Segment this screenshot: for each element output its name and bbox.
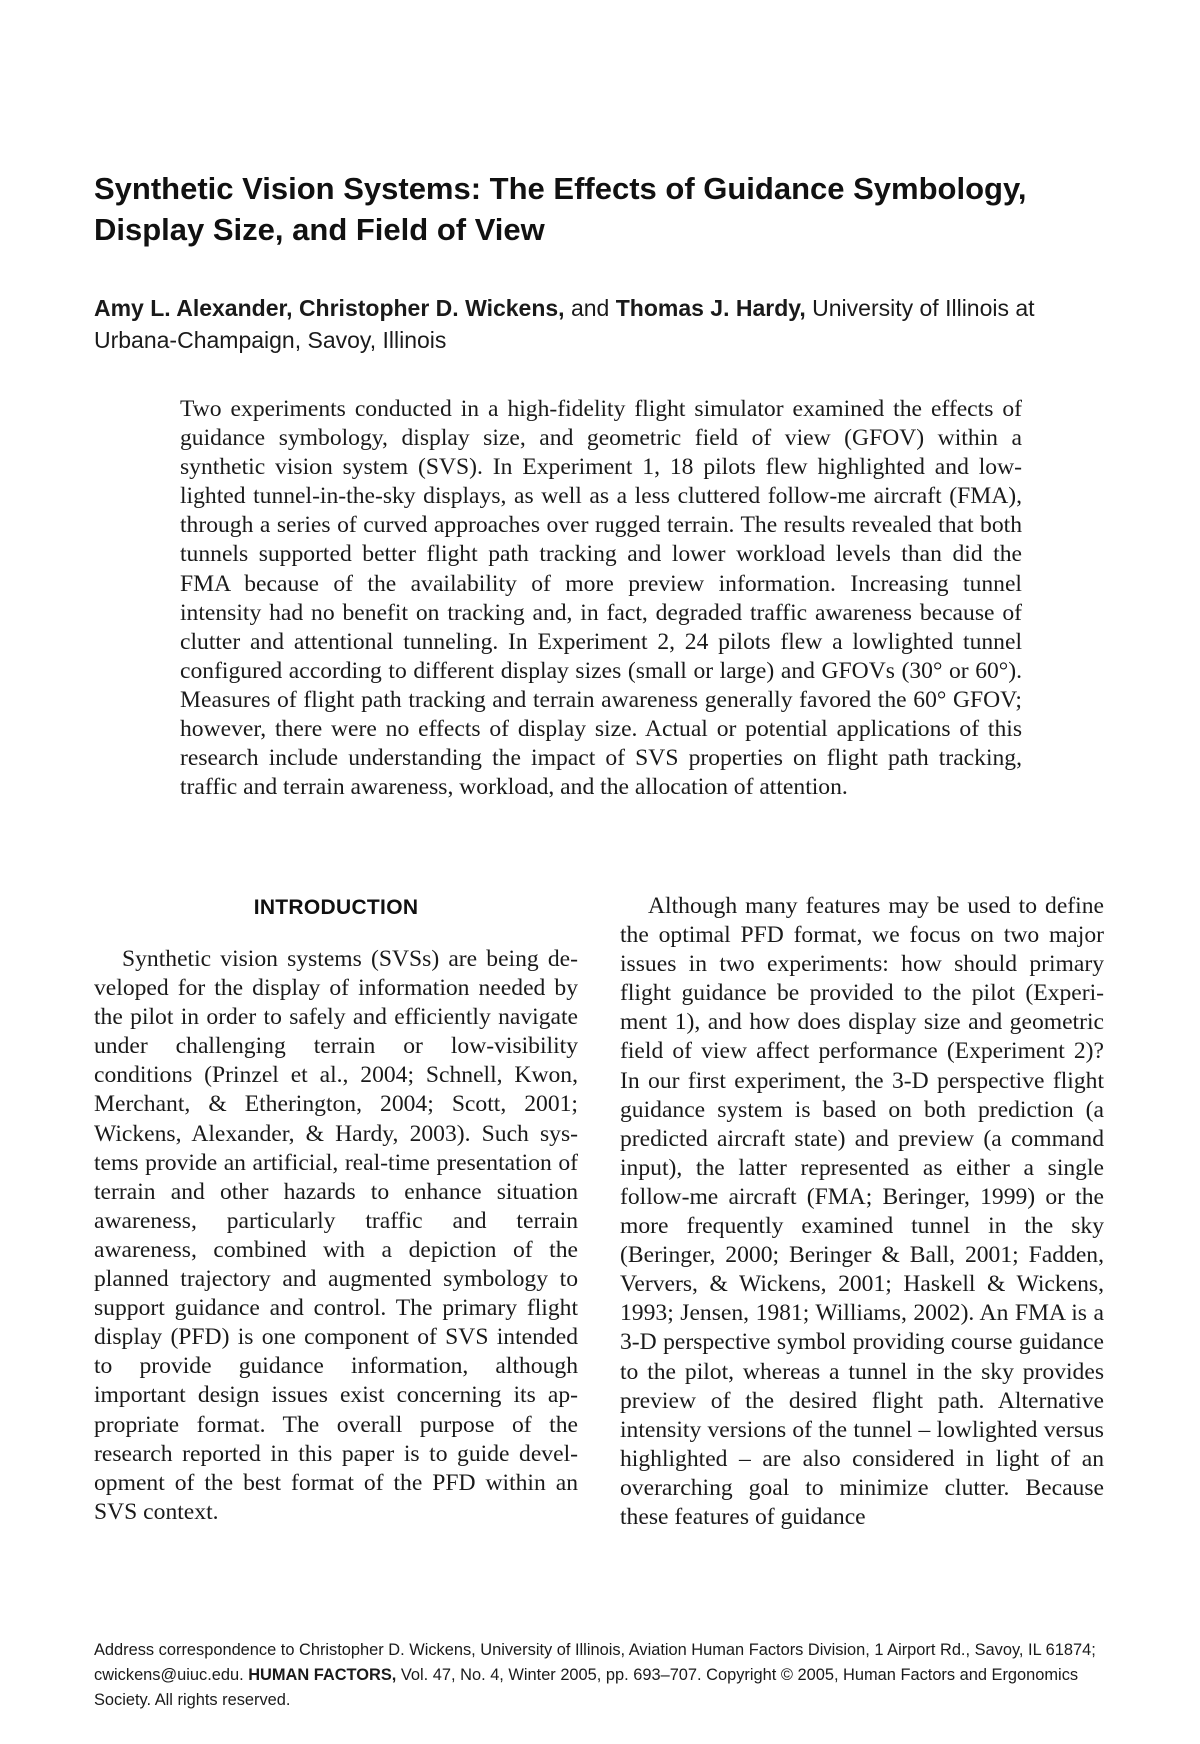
correspondence-footnote [94, 1638, 1114, 1713]
section-heading-introduction: INTRODUCTION [253, 896, 419, 919]
right-column [620, 892, 1104, 1532]
intro-paragraph-2: Although many features may be used to define the optimal PFD format, we focus on two major issues in two experiments: how should primary flight guidance be provided to the pilot (Experiment 1), and how does display size and geometric field of view affect performance (Experiment 2)? In our first experiment, the 3-D perspective flight guidance system is based on both prediction (a predicted aircraft state) and preview (a command input), the latter represented as either a single follow-me aircraft (FMA; Beringer, 1999) or the more frequently examined tunnel in the sky (Beringer, 2000; Beringer & Ball, 2001; Fadden, Ververs, & Wickens, 2001; Haskell & Wickens, 1993; Jensen, 1981; Williams, 2002). An FMA is a 3-D perspective symbol providing course guidance to the pilot, whereas a tunnel in the sky provides preview of the desired flight path. Alternative intensity versions of the tunnel – lowlighted versus highlighted – are also considered in light of an overarching goal to minimize clutter. Because these features of guidance [620, 893, 1104, 1530]
author-conjunction: and [564, 295, 616, 321]
author-names-1: Amy L. Alexander, Christopher D. Wickens, [94, 295, 565, 321]
footnote-citation: Vol. 47, No. 4, Winter 2005, pp. 693–707. Copyright © 2005, Human Factors and Ergonomics Society. All rights reserved. [94, 1666, 1079, 1709]
author-line [94, 292, 1124, 356]
left-column [94, 945, 578, 1527]
intro-paragraph-1: Synthetic vision systems (SVSs) are being developed for the display of information needed by the pilot in order to safely and efficiently navigate under challenging terrain or low-visibility conditions (Prinzel et al., 2004; Schnell, Kwon, Merchant, & Etherington, 2004; Scott, 2001; Wickens, Alexander, & Hardy, 2003). Such systems provide an artificial, real-time presentation of terrain and other hazards to enhance situation awareness, particularly traffic and terrain awareness, combined with a depiction of the planned trajectory and augmented symbology to support guidance and control. The primary flight display (PFD) is one component of SVS intended to provide guidance information, although important design issues exist concerning its appropriate format. The overall purpose of the research reported in this paper is to guide development of the best format of the PFD within an SVS context. [94, 946, 578, 1525]
paper-title: Synthetic Vision Systems: The Effects of Guidance Symbology, Display Size, and Field of View [94, 171, 1027, 247]
author-names-2: Thomas J. Hardy, [615, 295, 806, 321]
abstract: Two experiments conducted in a high-fidelity flight simulator examined the effects of guidance symbology, display size, and geometric field of view (GFOV) within a synthetic vision system (SVS). In Experiment 1, 18 pilots flew highlighted and lowlighted tunnel-in-the-sky displays, as well as a less cluttered follow-me aircraft (FMA), through a series of curved approaches over rugged terrain. The results revealed that both tunnels supported better flight path tracking and lower workload levels than did the FMA because of the availability of more preview information. Increasing tunnel intensity had no benefit on tracking and, in fact, degraded traffic awareness because of clutter and attentional tunneling. In Experiment 2, 24 pilots flew a lowlighted tunnel configured according to different display sizes (small or large) and GFOVs (30° or 60°). Measures of flight path tracking and terrain awareness generally favored the 60° GFOV; however, there were no effects of display size. Actual or potential applications of this research include understanding the impact of SVS properties on flight path tracking, traffic and terrain awareness, workload, and the allocation of attention. [180, 396, 1022, 801]
footnote-journal: HUMAN FACTORS, [248, 1666, 397, 1684]
author-affiliation: University of Illinois at Urbana-Champaign, Savoy, Illinois [94, 295, 1035, 353]
footnote-address: Address correspondence to Christopher D. Wickens, University of Illinois, Aviation Human Factors Division, 1 Airport Rd., Savoy, IL 61874; cwickens@uiuc.edu. [94, 1641, 1096, 1684]
